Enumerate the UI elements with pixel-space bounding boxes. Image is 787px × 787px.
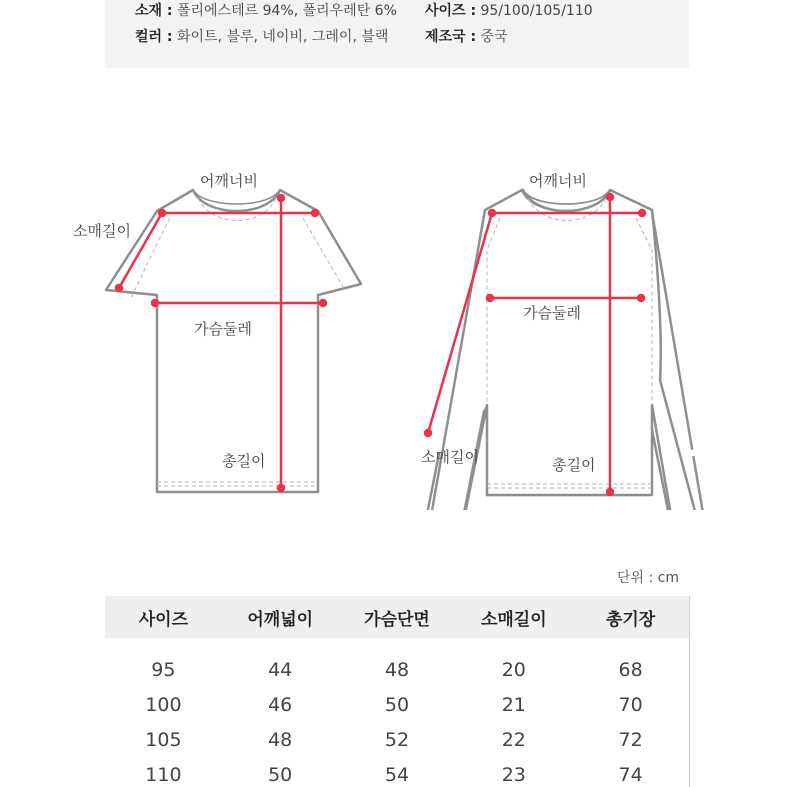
origin-value: 중국 [476,29,508,45]
material-value: 폴리에스테르 94%, 폴리우레탄 6% [172,3,397,19]
short-total-length-label: 총길이 [222,452,266,470]
table-row [105,722,689,757]
short-chest-label: 가슴둘레 [194,320,252,338]
short-sleeve-length-label: 소매길이 [73,222,131,240]
cell-sleeve: 21 [501,693,526,716]
cell-size: 95 [151,658,176,681]
measurement-diagram [0,150,787,510]
material-info [135,0,397,20]
cell-size: 110 [145,763,182,786]
short-shoulder-label: 어깨너비 [200,172,258,190]
color-info [135,26,388,46]
size-info [425,0,593,20]
cell-length: 74 [618,763,643,786]
short-sleeve-tshirt [106,190,361,492]
cell-length: 72 [618,728,643,751]
cell-length: 70 [618,693,643,716]
cell-shoulder: 44 [268,658,293,681]
cell-chest: 48 [384,658,410,681]
origin-info [425,26,508,46]
cell-shoulder: 46 [268,693,293,716]
cell-chest: 54 [384,763,410,786]
color-label: 컬러 : [135,29,173,45]
header-length: 총기장 [605,609,656,630]
table-body [105,638,689,787]
cell-length: 68 [618,658,643,681]
unit-label: 단위 : cm [616,570,679,586]
table-right-border [689,596,690,787]
size-value: 95/100/105/110 [476,3,593,19]
material-label: 소재 : [135,3,173,19]
color-value: 화이트, 블루, 네이비, 그레이, 블랙 [172,29,389,45]
table-row [105,652,689,687]
header-size: 사이즈 [138,609,189,630]
table-row [105,687,689,722]
origin-label: 제조국 : [425,29,477,45]
header-sleeve: 소매길이 [480,609,547,630]
size-label: 사이즈 : [425,3,477,19]
cell-sleeve: 22 [501,728,526,751]
cell-size: 105 [145,728,182,751]
table-header [105,596,689,638]
long-sleeve-length-label: 소매길이 [421,448,479,466]
cell-chest: 52 [384,728,410,751]
cell-chest: 50 [384,693,410,716]
cell-shoulder: 48 [268,728,293,751]
cell-shoulder: 50 [268,763,293,786]
size-table [105,596,689,787]
table-row [105,757,689,787]
cell-size: 100 [145,693,182,716]
header-chest: 가슴단면 [364,609,430,630]
long-chest-label: 가슴둘레 [523,304,581,322]
long-total-length-label: 총길이 [552,456,596,474]
cell-sleeve: 23 [501,763,526,786]
cell-sleeve: 20 [501,658,526,681]
garment-illustrations [0,150,787,510]
header-shoulder: 어깨넓이 [247,609,314,630]
long-shoulder-label: 어깨너비 [529,172,587,190]
